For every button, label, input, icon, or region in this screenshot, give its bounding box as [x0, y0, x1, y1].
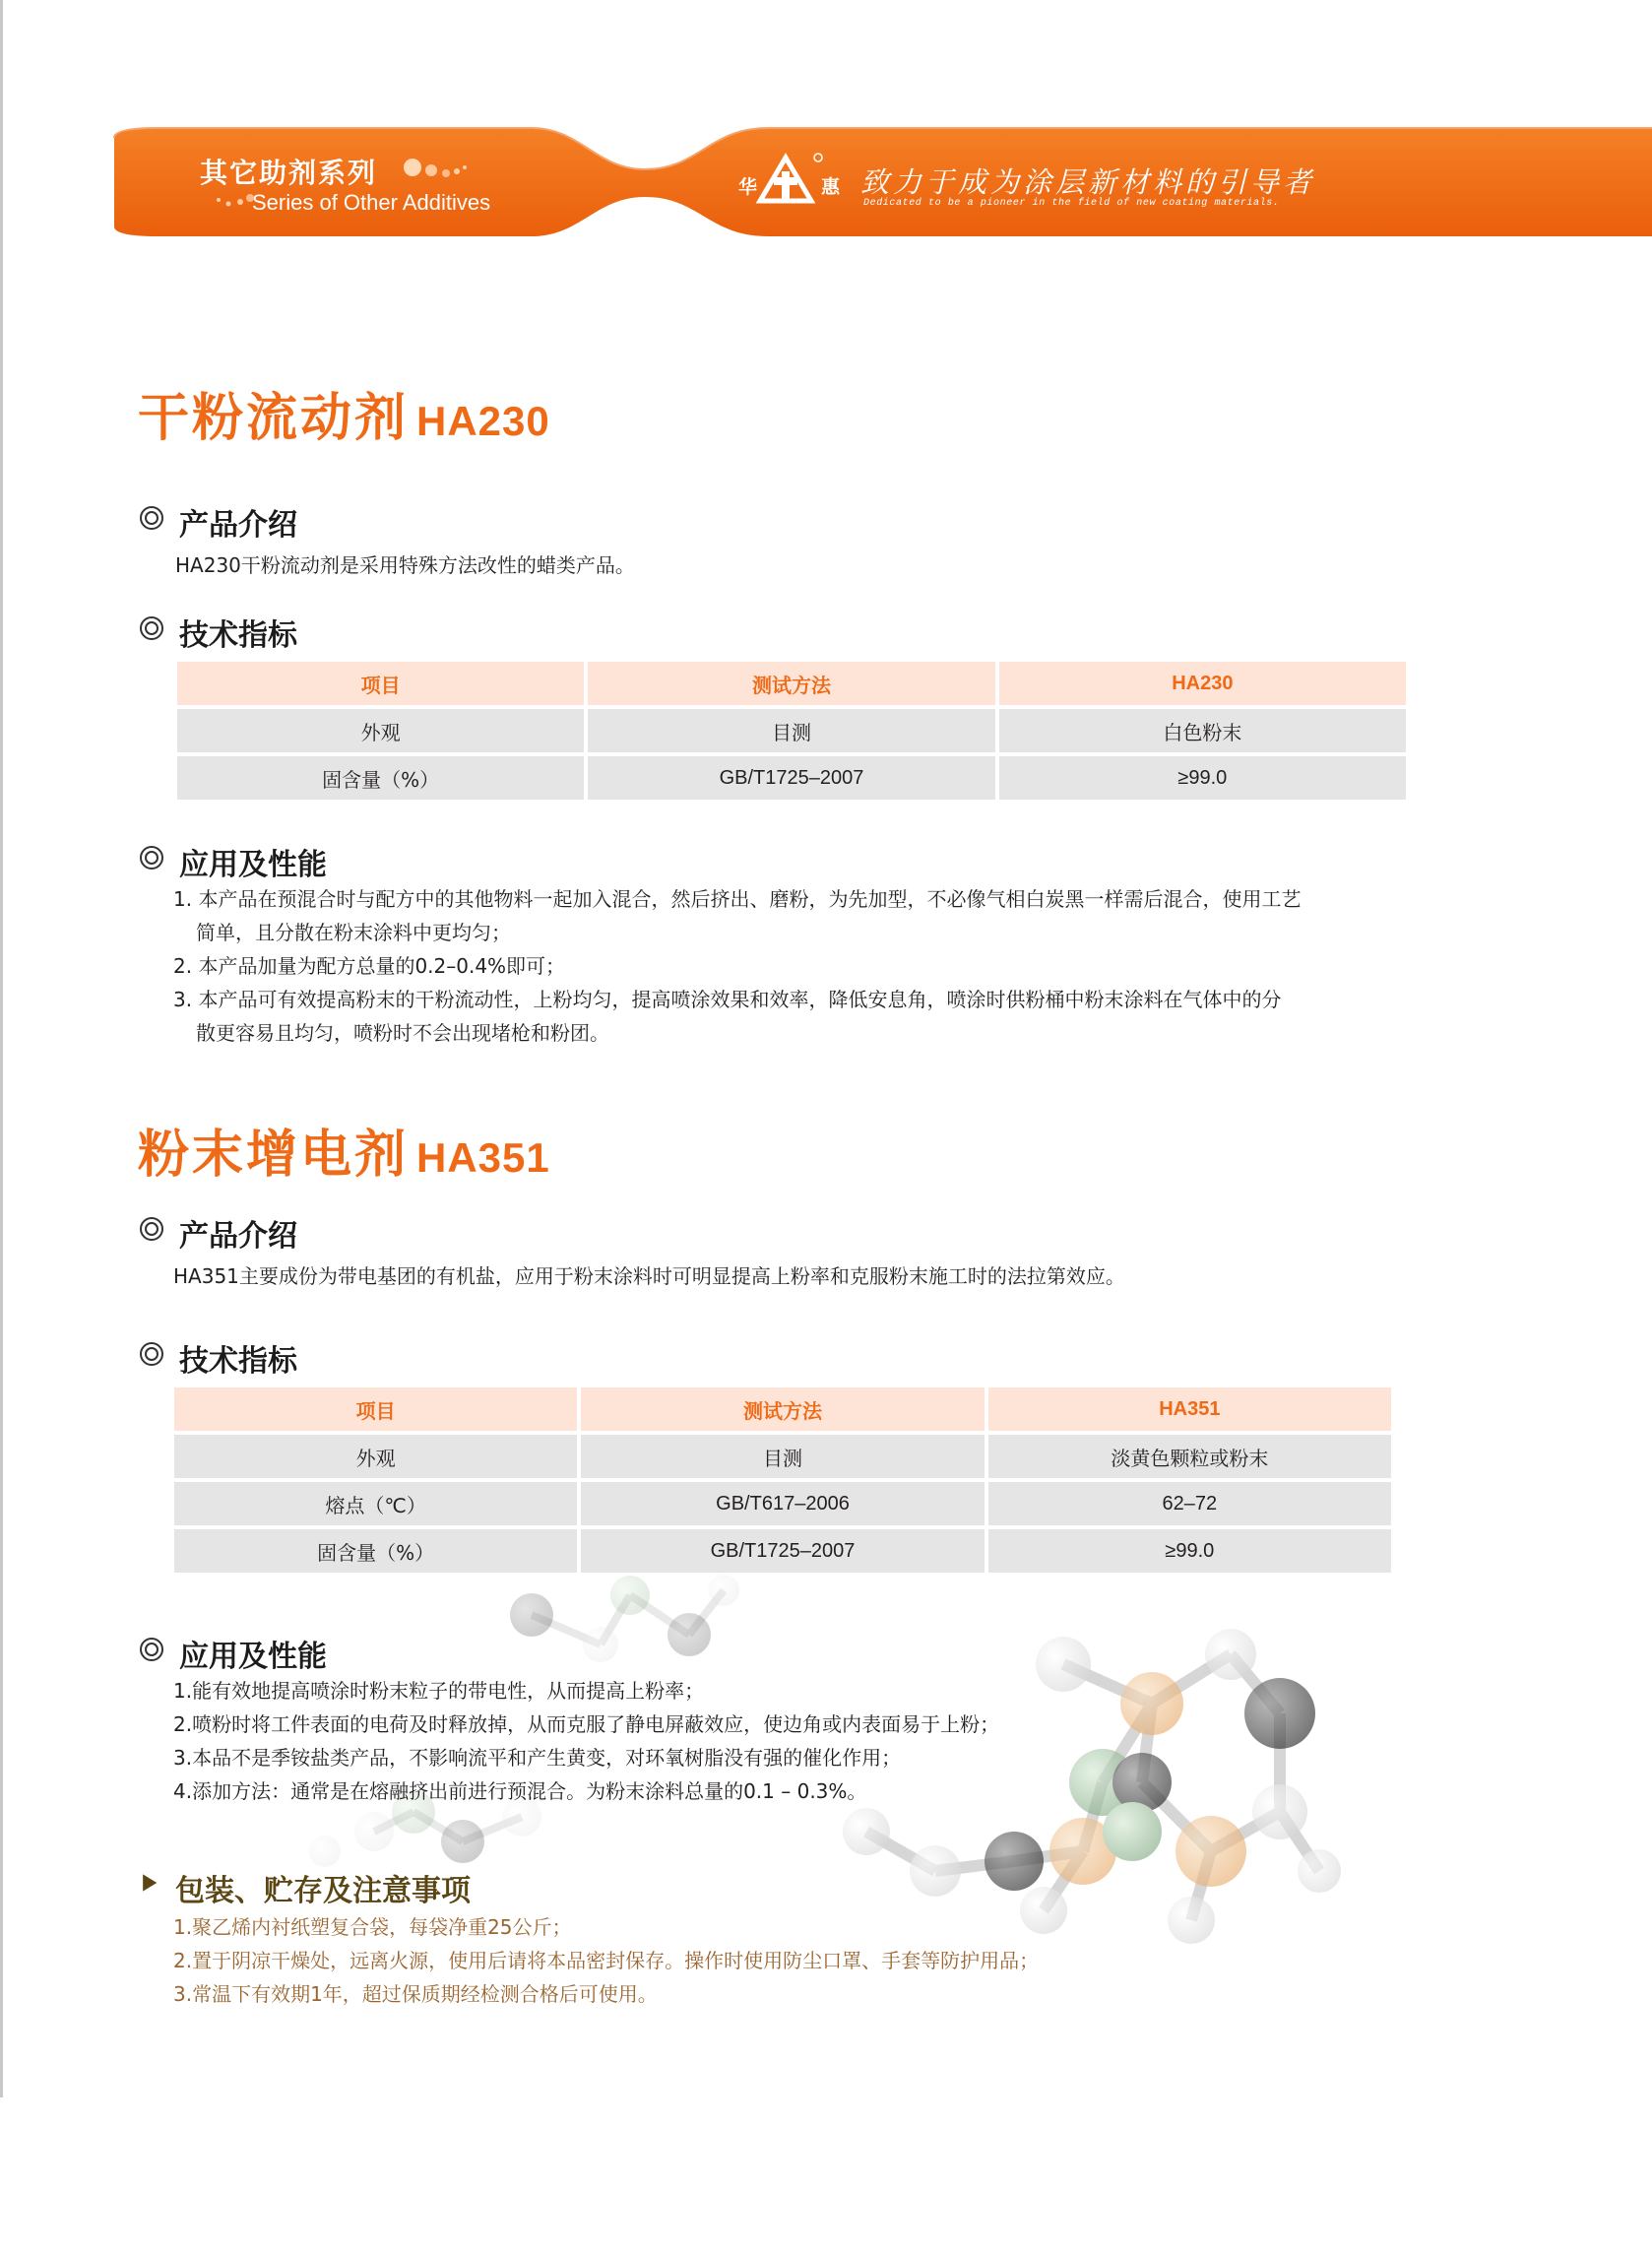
applications-list-ha351 — [173, 1678, 999, 1812]
table-header-cell: 测试方法 — [588, 662, 994, 705]
double-circle-icon — [138, 504, 165, 532]
triangle-bullet-icon — [140, 1872, 161, 1894]
series-title: 其它助剂系列 — [200, 157, 378, 189]
double-circle-icon — [138, 1340, 165, 1368]
list-item: 1. 本产品在预混合时与配方中的其他物料一起加入混合，然后挤出、磨粉，为先加型，不必像气相白炭黑一样需后混合，使用工艺 — [173, 887, 1302, 911]
product-name: 粉末增电剂 — [138, 1126, 410, 1185]
left-margin-bar — [0, 0, 3, 2097]
table-cell: 62–72 — [988, 1482, 1391, 1525]
table-cell: 熔点（℃） — [174, 1482, 577, 1525]
list-item: 3.本品不是季铵盐类产品，不影响流平和产生黄变，对环氧树脂没有强的催化作用； — [173, 1746, 902, 1770]
double-circle-icon — [138, 1636, 165, 1663]
table-cell: 外观 — [174, 1435, 577, 1478]
logo-char-right: 惠 — [821, 176, 841, 198]
company-slogan: 致力于成为涂层新材料的引导者 — [860, 165, 1316, 199]
list-item: 2.喷粉时将工件表面的电荷及时释放掉，从而克服了静电屏蔽效应，使边角或内表面易于上粉； — [173, 1712, 1000, 1736]
table-cell: 固含量（%） — [177, 756, 584, 800]
list-item: 1.聚乙烯内衬纸塑复合袋，每袋净重25公斤； — [173, 1915, 572, 1939]
table-cell: 白色粉末 — [999, 709, 1406, 752]
table-header-cell: HA351 — [988, 1387, 1391, 1431]
table-cell: GB/T617–2006 — [581, 1482, 984, 1525]
spec-table-ha351 — [170, 1384, 1395, 1577]
double-circle-icon — [138, 1215, 165, 1243]
table-header-cell: 项目 — [174, 1387, 577, 1431]
table-cell: 目测 — [581, 1435, 984, 1478]
table-row — [177, 756, 1406, 800]
list-item: 4.添加方法：通常是在熔融挤出前进行预混合。为粉末涂料总量的0.1 – 0.3%。 — [173, 1779, 867, 1803]
product-title-ha351 — [138, 1113, 550, 1187]
intro-text: HA230干粉流动剂是采用特殊方法改性的蜡类产品。 — [175, 553, 635, 577]
list-item: 1.能有效地提高喷涂时粉末粒子的带电性，从而提高上粉率； — [173, 1679, 705, 1703]
product-name: 干粉流动剂 — [138, 389, 410, 448]
table-cell: 固含量（%） — [174, 1529, 577, 1573]
packaging-list — [173, 1914, 1039, 2015]
company-slogan-english: Dedicated to be a pioneer in the field of new coating materials. — [863, 198, 1280, 209]
logo-char-left: 华 — [738, 176, 758, 198]
list-item: 散更容易且均匀，喷粉时不会出现堵枪和粉团。 — [196, 1021, 609, 1045]
list-item: 3.常温下有效期1年，超过保质期经检测合格后可使用。 — [173, 1982, 658, 2006]
spec-table-ha230 — [173, 658, 1410, 804]
product-code: HA230 — [416, 398, 550, 444]
list-item: 2.置于阴凉干燥处，远离火源，使用后请将本品密封保存。操作时使用防尘口罩、手套等防护用品； — [173, 1949, 1040, 1972]
product-code: HA351 — [416, 1134, 550, 1181]
intro-text: HA351主要成份为带电基团的有机盐，应用于粉末涂料时可明显提高上粉率和克服粉末施工时的法拉第效应。 — [173, 1264, 1125, 1288]
table-row — [174, 1435, 1391, 1478]
double-circle-icon — [138, 844, 165, 871]
table-cell: 目测 — [588, 709, 994, 752]
table-cell: ≥99.0 — [999, 756, 1406, 800]
table-cell: GB/T1725–2007 — [581, 1529, 984, 1573]
series-subtitle: Series of Other Additives — [252, 190, 491, 215]
table-cell: ≥99.0 — [988, 1529, 1391, 1573]
table-row — [177, 709, 1406, 752]
table-header-row — [174, 1387, 1391, 1431]
double-circle-icon — [138, 614, 165, 642]
table-cell: GB/T1725–2007 — [588, 756, 994, 800]
page-header — [0, 0, 1652, 256]
table-row — [174, 1529, 1391, 1573]
table-header-cell: 项目 — [177, 662, 584, 705]
table-header-cell: 测试方法 — [581, 1387, 984, 1431]
table-header-row — [177, 662, 1406, 705]
table-header-cell: HA230 — [999, 662, 1406, 705]
table-cell: 外观 — [177, 709, 584, 752]
list-item: 2. 本产品加量为配方总量的0.2–0.4%即可； — [173, 954, 566, 978]
table-row — [174, 1482, 1391, 1525]
applications-list-ha230 — [173, 886, 1301, 1054]
product-title-ha230 — [138, 376, 550, 450]
list-item: 简单，且分散在粉末涂料中更均匀； — [196, 921, 511, 944]
table-cell: 淡黄色颗粒或粉末 — [988, 1435, 1391, 1478]
list-item: 3. 本产品可有效提高粉末的干粉流动性，上粉均匀，提高喷涂效果和效率，降低安息角，喷涂时供粉桶中粉末涂料在气体中的分 — [173, 988, 1282, 1011]
